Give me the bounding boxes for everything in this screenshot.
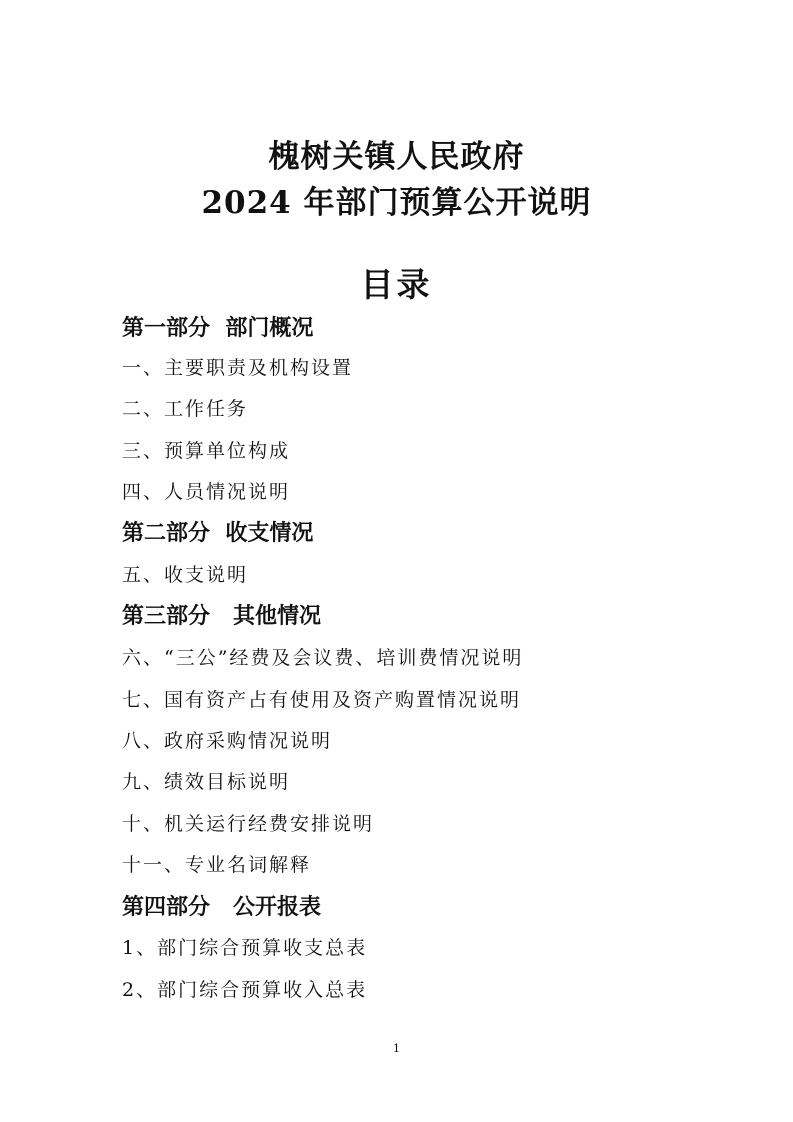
- toc-heading: 目录: [360, 265, 433, 304]
- toc-item: 2、部门综合预算收入总表: [122, 979, 368, 1001]
- toc-section-heading: 第三部分 其他情况: [122, 603, 321, 629]
- page-number: 1: [393, 1042, 400, 1055]
- document-title-line-2: 2024 年部门预算公开说明: [201, 185, 592, 221]
- toc-item: 三、预算单位构成: [122, 440, 291, 462]
- toc-item: 九、绩效目标说明: [122, 771, 291, 793]
- toc-item: 二、工作任务: [122, 398, 249, 420]
- document-title-line-1: 槐树关镇人民政府: [268, 139, 525, 175]
- toc-item: 十、机关运行经费安排说明: [122, 813, 375, 835]
- toc-section-heading: 第一部分 部门概况: [122, 315, 314, 341]
- toc-item: 八、政府采购情况说明: [122, 730, 333, 752]
- toc-item: 五、收支说明: [122, 564, 249, 586]
- toc-section-heading: 第二部分 收支情况: [122, 520, 314, 546]
- toc-item: 十一、专业名词解释: [122, 854, 312, 876]
- toc-item: 四、人员情况说明: [122, 481, 291, 503]
- toc-item: 六、“三公”经费及会议费、培训费情况说明: [122, 647, 524, 669]
- toc-item: 1、部门综合预算收支总表: [122, 937, 368, 959]
- toc-section-heading: 第四部分 公开报表: [122, 894, 321, 920]
- toc-item: 七、国有资产占有使用及资产购置情况说明: [122, 689, 522, 711]
- toc-item: 一、主要职责及机构设置: [122, 357, 354, 379]
